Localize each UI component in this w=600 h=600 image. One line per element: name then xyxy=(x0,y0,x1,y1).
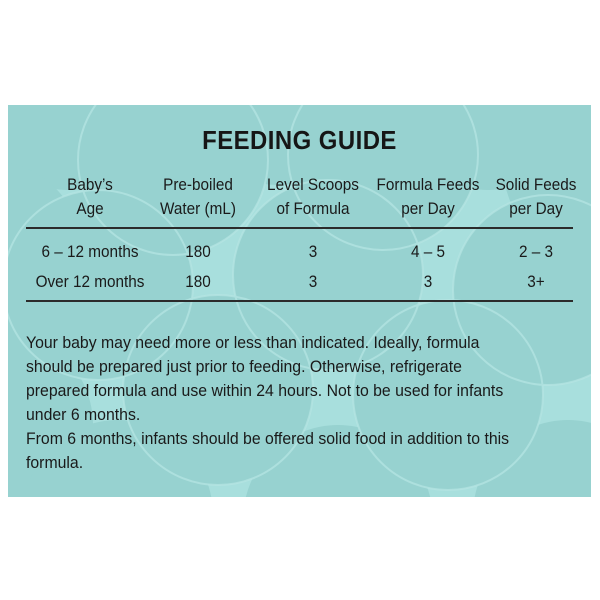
page-title: FEEDING GUIDE xyxy=(202,125,397,155)
header-water: Pre-boiled Water (mL) xyxy=(160,175,236,218)
instructions-line: prepared formula and use within 24 hours. Not to be used for infants xyxy=(26,381,504,400)
table-divider-top xyxy=(26,227,573,229)
header-formula-feeds: Formula Feeds per Day xyxy=(376,175,480,218)
instructions-line: formula. xyxy=(26,453,84,472)
table-cell-age: Over 12 months xyxy=(35,272,145,291)
table-cell-solid-feeds: 3+ xyxy=(527,272,545,291)
table-cell-water: 180 xyxy=(185,272,211,291)
table-cell-solid-feeds: 2 – 3 xyxy=(518,242,554,261)
feeding-guide-card xyxy=(8,105,591,497)
table-cell-formula-feeds: 4 – 5 xyxy=(410,242,446,261)
instructions-line: From 6 months, infants should be offered solid food in addition to this xyxy=(26,429,510,448)
header-scoops: Level Scoops of Formula xyxy=(267,175,359,218)
header-solid-feeds: Solid Feeds per Day xyxy=(495,175,577,218)
header-age: Baby’s Age xyxy=(67,175,113,218)
table-divider-bottom xyxy=(26,300,573,302)
table-cell-water: 180 xyxy=(185,242,211,261)
table-cell-scoops: 3 xyxy=(308,242,318,261)
card-content xyxy=(8,105,591,497)
table-cell-scoops: 3 xyxy=(308,272,318,291)
instructions-line: under 6 months. xyxy=(26,405,141,424)
instructions-line: Your baby may need more or less than indicated. Ideally, formula xyxy=(26,333,480,352)
instructions-line: should be prepared just prior to feeding. Otherwise, refrigerate xyxy=(26,357,462,376)
table-cell-age: 6 – 12 months xyxy=(41,242,139,261)
table-cell-formula-feeds: 3 xyxy=(423,272,433,291)
instructions-text xyxy=(26,331,547,475)
